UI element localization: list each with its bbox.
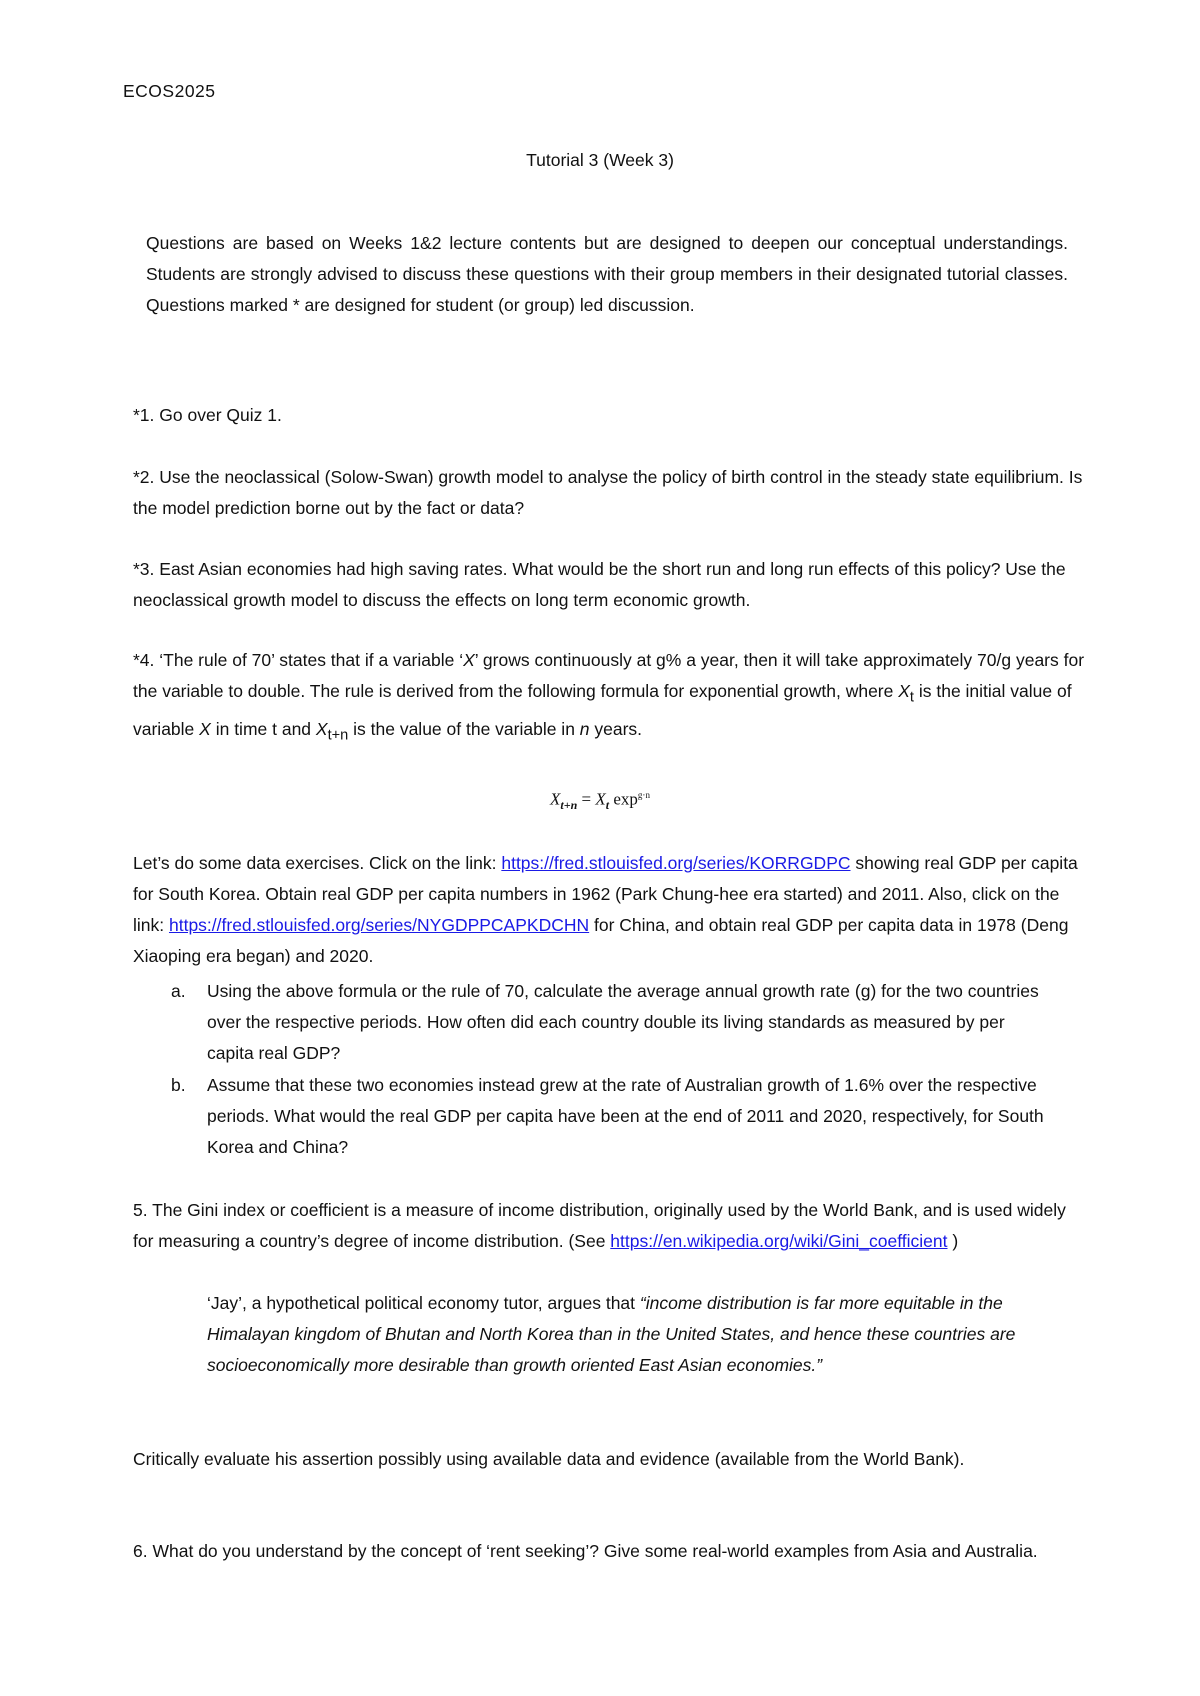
question-1	[133, 400, 1088, 431]
formula-equals: =	[577, 789, 596, 809]
fred-korea-link[interactable]: https://fred.stlouisfed.org/series/KORRGDPC	[501, 853, 851, 873]
variable-xtn: X	[315, 718, 328, 739]
question-text: )	[947, 1231, 959, 1251]
question-text: in time t and	[210, 718, 316, 739]
wikipedia-gini-link[interactable]: https://en.wikipedia.org/wiki/Gini_coefficient	[610, 1231, 948, 1251]
question-number: *2.	[133, 467, 155, 487]
question-text: The Gini index or coefficient is a measure of income distribution, originally used by the World Bank, and is used widely for measuring a country’s degree of income distribution. (See	[133, 1200, 1066, 1251]
question-text: years.	[589, 718, 643, 739]
subscript-t: t	[909, 689, 914, 706]
question-text: ’ grows continuously at g% a year, then it will take approximately 70/g years for the variable to double. The rule is derived from the following formula for exponential growth, where	[133, 650, 1085, 701]
question-number: 5.	[133, 1200, 148, 1220]
intro-paragraph: Questions are based on Weeks 1&2 lecture contents but are designed to deepen our conceptual understandings. Students are strongly advised to discuss these questions with their group members in their designated tutorial classes. Questions marked * are designed for student (or group) led discussion.	[146, 233, 1068, 315]
question-5-task: Critically evaluate his assertion possibly using available data and evidence (available from the World Bank).	[133, 1449, 965, 1469]
question-number: 6.	[133, 1541, 148, 1561]
question-2	[133, 462, 1088, 524]
quoted-argument	[207, 1288, 1077, 1381]
list-item	[171, 1070, 1051, 1163]
question-4	[133, 645, 1088, 751]
question-text: is the initial value of variable	[133, 681, 1072, 739]
question-text: ‘The rule of 70’ states that if a variable ‘	[159, 650, 464, 670]
question-5	[133, 1195, 1088, 1257]
question-number: *3.	[133, 559, 155, 579]
exercise-text: Let’s do some data exercises. Click on the link:	[133, 853, 502, 873]
question-text: Use the neoclassical (Solow-Swan) growth model to analyse the policy of birth control in the steady state equilibrium. Is the model prediction borne out by the fact or data?	[133, 467, 1083, 518]
variable-x: X	[463, 650, 475, 670]
exercise-text: showing real GDP per capita for South Korea. Obtain real GDP per capita numbers in 1962 (Park Chung-hee era started) and 2011. Also, click on the link:	[133, 853, 1078, 935]
data-exercise	[133, 848, 1088, 972]
formula-rhs: X	[595, 789, 606, 809]
course-code: ECOS2025	[123, 81, 216, 101]
question-6	[133, 1536, 1088, 1567]
formula-exponent: g⋅n	[637, 790, 650, 800]
question-number: *1.	[133, 405, 155, 425]
question-text: East Asian economies had high saving rates. What would be the short run and long run effects of this policy? Use the neoclassical growth model to discuss the effects on long term economic growth.	[133, 559, 1066, 610]
sub-question-b	[171, 1070, 1051, 1163]
formula-lhs: X	[550, 789, 561, 809]
formula-lhs-subscript: t+n	[560, 798, 578, 813]
variable-xt: X	[898, 681, 910, 701]
sub-question-text: Using the above formula or the rule of 70, calculate the average annual growth rate (g) for the two countries over the respective periods. How often did each country double its living standards as measured by per capita real GDP?	[207, 981, 1039, 1063]
formula-rhs-subscript: t	[605, 798, 610, 813]
question-text: Go over Quiz 1.	[159, 405, 282, 425]
page-title: Tutorial 3 (Week 3)	[526, 150, 674, 170]
list-marker: b.	[171, 1075, 186, 1095]
variable-n: n	[579, 718, 590, 739]
question-text: What do you understand by the concept of ‘rent seeking’? Give some real-world examples from Asia and Australia.	[152, 1541, 1038, 1561]
variable-x: X	[199, 718, 211, 739]
subscript-tn: t+n	[327, 727, 349, 743]
question-3	[133, 554, 1088, 616]
sub-question-a	[171, 976, 1051, 1069]
question-text: is the value of the variable in	[348, 718, 580, 739]
exercise-text: for China, and obtain real GDP per capita data in 1978 (Deng Xiaoping era began) and 2020.	[133, 915, 1069, 966]
question-number: *4.	[133, 650, 155, 670]
list-marker: a.	[171, 981, 186, 1001]
formula-exp: exp	[609, 789, 638, 809]
quote-text: “income distribution is far more equitable in the Himalayan kingdom of Bhutan and North Korea than in the United States, and hence these countries are socioeconomically more desirable than growth oriented East Asian economies.”	[207, 1293, 1016, 1375]
list-item	[171, 976, 1051, 1069]
sub-question-text: Assume that these two economies instead grew at the rate of Australian growth of 1.6% over the respective periods. What would the real GDP per capita have been at the end of 2011 and 2020, respectively, for South Korea and China?	[207, 1075, 1044, 1157]
fred-china-link[interactable]: https://fred.stlouisfed.org/series/NYGDPPCAPKDCHN	[168, 915, 590, 935]
quote-intro: ‘Jay’, a hypothetical political economy tutor, argues that	[207, 1293, 640, 1313]
growth-formula	[0, 780, 1200, 821]
